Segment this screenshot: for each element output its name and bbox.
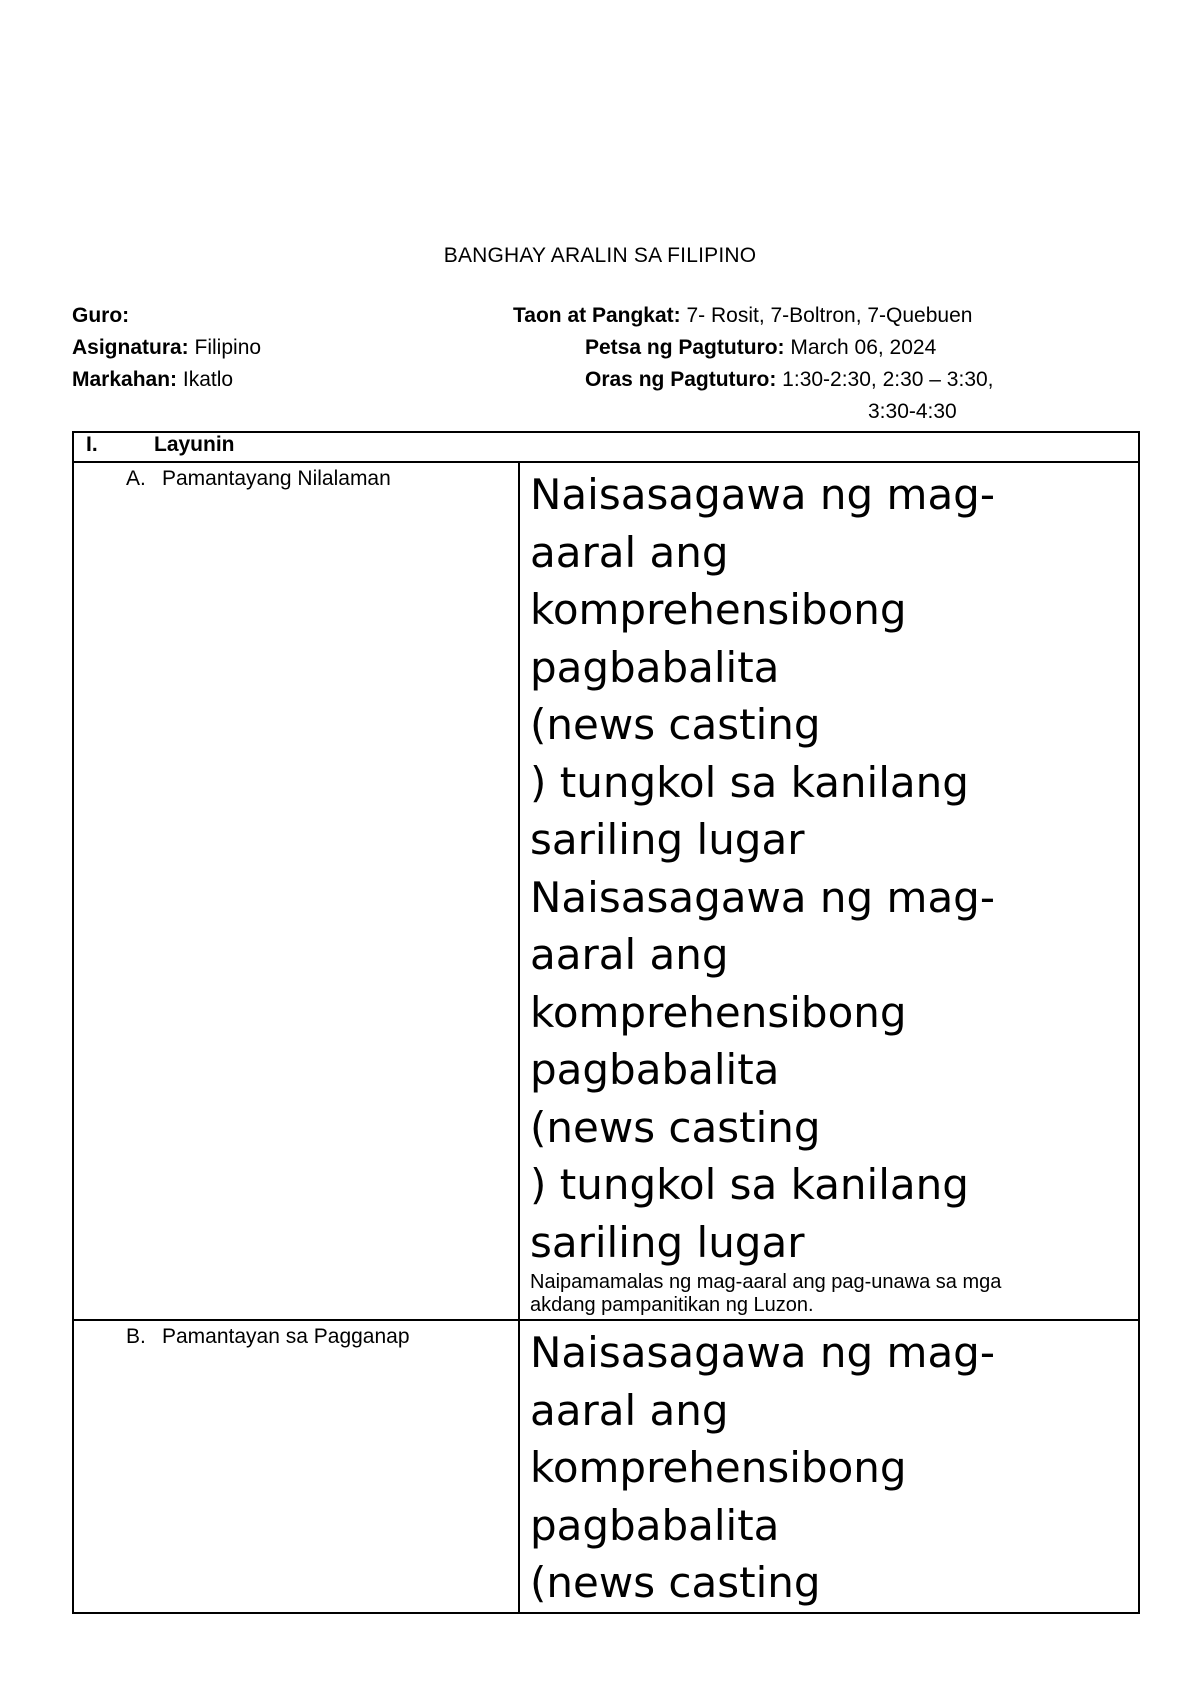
row-a-big-line: aaral ang (530, 527, 729, 577)
row-b-big-line: pagbabalita (530, 1500, 780, 1550)
section-header-cell (73, 432, 1139, 462)
asignatura-label: Asignatura: (72, 336, 189, 359)
row-a-big-line: Naisasagawa ng mag- (530, 872, 995, 922)
asignatura-field (72, 332, 261, 364)
row-a-label-cell (73, 462, 519, 1320)
row-a-big-line: komprehensibong (530, 585, 907, 634)
guro-field (72, 300, 129, 332)
row-a-big-text (530, 463, 1138, 1271)
guro-label: Guro: (72, 304, 130, 327)
row-a-small-text (530, 1271, 1138, 1319)
row-b-big-line: komprehensibong (530, 1443, 907, 1492)
taon-label: Taon at Pangkat: (513, 304, 681, 327)
row-b-big-line: (news casting (530, 1558, 821, 1607)
oras-field (585, 364, 994, 396)
row-a-big-line: (news casting (530, 1102, 821, 1152)
row-b-label-cell (73, 1320, 519, 1613)
row-a-big-line: pagbabalita (530, 642, 780, 692)
row-a-label: Pamantayang Nilalaman (162, 467, 391, 490)
petsa-field (585, 332, 936, 364)
table-row-pamantayan-sa-pagganap (73, 1320, 1139, 1613)
lesson-plan-table (72, 431, 1140, 1614)
section-number: I. (86, 433, 98, 456)
row-a-big-line: ) tungkol sa kanilang (530, 1160, 969, 1209)
taon-field (513, 300, 972, 332)
document-title: BANGHAY ARALIN SA FILIPINO (443, 244, 757, 267)
row-b-letter: B. (126, 1325, 146, 1348)
row-a-small-line: Naipamamalas ng mag-aaral ang pag-unawa sa mga (530, 1271, 1002, 1293)
row-b-big-text (530, 1321, 1138, 1612)
row-a-big-line: aaral ang (530, 930, 729, 979)
oras-value-line2: 3:30-4:30 (868, 400, 957, 423)
markahan-value: Ikatlo (177, 368, 234, 391)
petsa-label: Petsa ng Pagtuturo: (585, 336, 785, 359)
markahan-label: Markahan: (72, 368, 178, 391)
markahan-field (72, 364, 233, 396)
row-b-content-cell (519, 1320, 1139, 1613)
row-a-letter: A. (126, 467, 146, 490)
oras-label: Oras ng Pagtuturo: (585, 368, 777, 391)
row-b-big-line: aaral ang (530, 1385, 729, 1435)
petsa-value: March 06, 2024 (784, 336, 937, 359)
row-a-big-line: pagbabalita (530, 1045, 780, 1094)
row-a-big-line: sariling lugar (530, 1217, 805, 1267)
row-b-big-line: Naisasagawa ng mag- (530, 1328, 995, 1377)
row-a-big-line: sariling lugar (530, 815, 805, 864)
row-a-big-line: komprehensibong (530, 987, 907, 1037)
row-a-big-line: (news casting (530, 700, 821, 749)
taon-value: 7- Rosit, 7-Boltron, 7-Quebuen (680, 304, 973, 327)
row-b-label: Pamantayan sa Pagganap (162, 1325, 410, 1348)
row-a-content-cell (519, 462, 1139, 1320)
oras-value-line1: 1:30-2:30, 2:30 – 3:30, (776, 368, 994, 391)
section-label: Layunin (154, 433, 235, 456)
asignatura-value: Filipino (188, 336, 262, 359)
section-row-layunin (73, 432, 1139, 462)
row-a-small-line: akdang pampanitikan ng Luzon. (530, 1294, 814, 1316)
row-a-big-line: Naisasagawa ng mag- (530, 470, 995, 519)
row-a-big-line: ) tungkol sa kanilang (530, 757, 969, 807)
table-row-pamantayang-nilalaman (73, 462, 1139, 1320)
